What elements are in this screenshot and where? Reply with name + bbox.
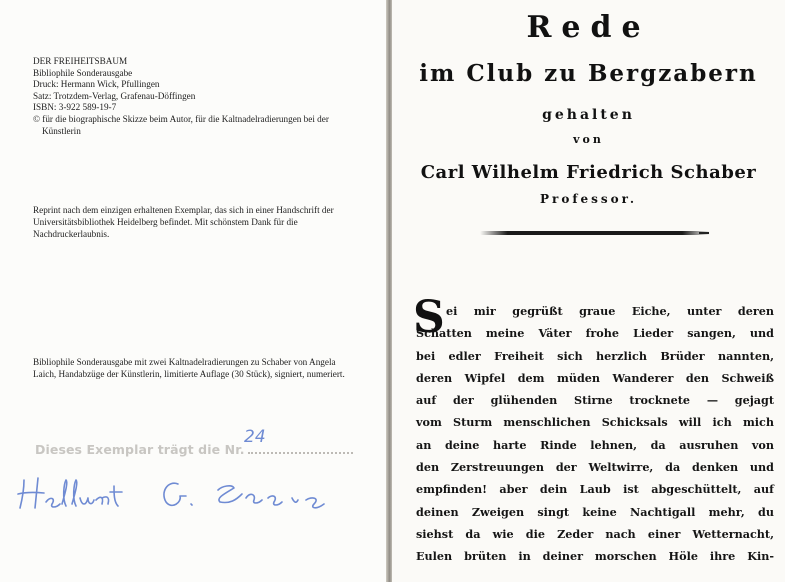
body-line: an deine harte Rinde lehnen, da ausruhen von — [416, 437, 774, 452]
body-text — [416, 300, 774, 568]
handwritten-signature — [10, 468, 340, 518]
colophon-printer: Druck: Hermann Wick, Pfullingen — [33, 79, 160, 90]
reprint-note: Reprint nach dem einzigen erhaltenen Exemplar, das sich in einer Handschrift der Universitätsbibliothek Heidelberg befindet. Mit schönstem Dank für die Nachdruckerlaubnis. — [33, 205, 334, 239]
page-subtitle: im Club zu Bergzabern — [419, 60, 758, 87]
body-line: ei mir gegrüßt graue Eiche, unter deren — [446, 304, 774, 318]
author-name: Carl Wilhelm Friedrich Schaber — [420, 162, 757, 183]
body-line: Eulen brüten in deiner morschen Höle ihre Kin- — [416, 549, 774, 564]
handwritten-copy-number: 24 — [244, 427, 266, 447]
body-line: den Zerstreuungen der Weltwirre, da denken und — [416, 460, 774, 475]
body-line: deinen Zweigen singt keine Nachtigall mehr, du — [416, 504, 774, 519]
copy-number-stamp — [35, 442, 375, 457]
body-line: empfinden! aber dein Laub ist abgeschüttelt, auf — [416, 482, 774, 497]
by-line: von — [573, 133, 604, 146]
colophon-title: DER FREIHEITSBAUM — [33, 56, 128, 66]
colophon-copyright: © für die biographische Skizze beim Autor, für die Kaltnadelradierungen bei der Künstlerin — [33, 113, 329, 136]
body-line: vom Sturm menschlichen Schicksals will ich mich — [416, 415, 774, 430]
author-role: Professor. — [539, 192, 638, 206]
colophon-edition: Bibliophile Sonderausgabe — [33, 67, 133, 78]
edition-note: Bibliophile Sonderausgabe mit zwei Kaltnadelradierungen zu Schaber von Angela Laich, Handabzüge der Künstlerin, limitierte Auflage (30 Stück), signiert, numeriert. — [33, 357, 345, 379]
body-line: siehst da wie die Zeder nach einer Wetternacht, — [416, 526, 774, 541]
body-line: auf der glühenden Stirne trocknete — gejagt — [416, 393, 774, 408]
body-line: Schatten meine Väter frohe Lieder sangen, und — [416, 326, 774, 341]
held-line: gehalten — [542, 107, 635, 123]
drop-cap: S — [413, 292, 445, 343]
body-line: deren Wipfel dem müden Wanderer den Schweiß — [416, 370, 774, 385]
colophon-typesetting: Satz: Trotzdem-Verlag, Grafenau-Döffingen — [33, 90, 196, 101]
ornamental-rule — [480, 231, 710, 235]
colophon — [33, 56, 363, 137]
rule-dash-right — [699, 232, 709, 234]
copy-stamp-text: Dieses Exemplar trägt die Nr. — [35, 442, 245, 457]
body-line: bei edler Freiheit sich herzlich Brüder nannten, — [416, 348, 774, 363]
colophon-isbn: ISBN: 3-922 589-19-7 — [33, 102, 117, 113]
page-title: Rede — [526, 10, 651, 45]
